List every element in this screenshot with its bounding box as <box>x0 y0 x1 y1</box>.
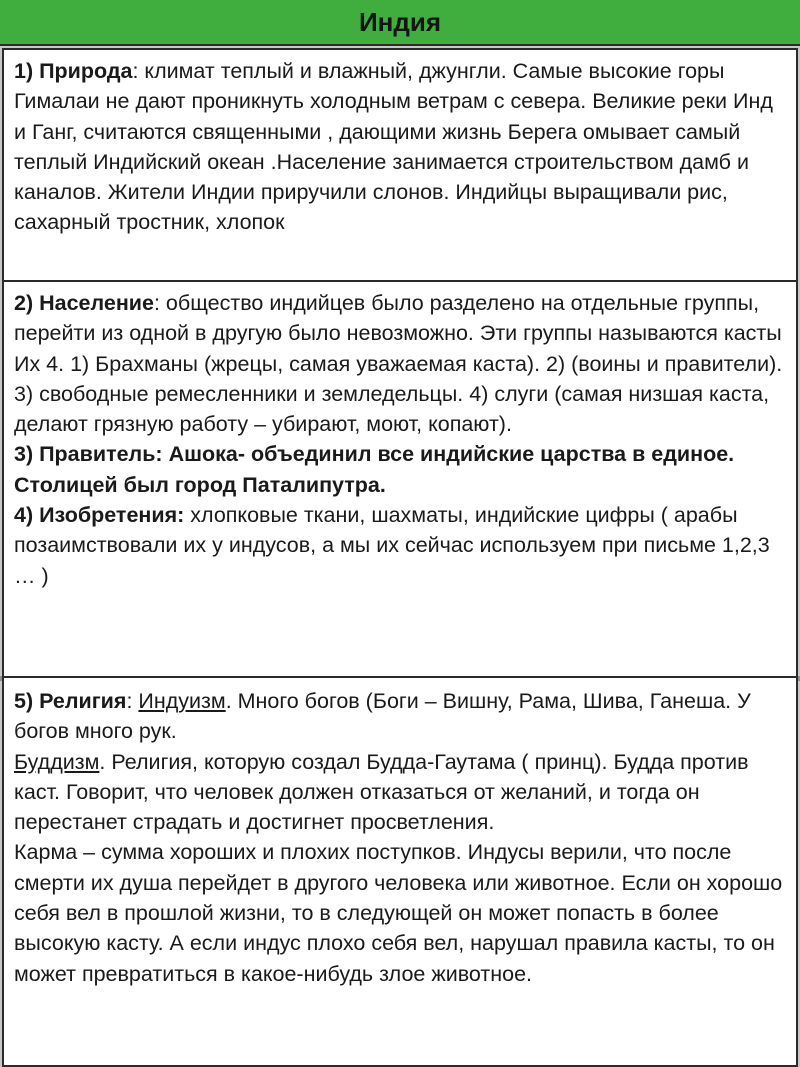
nature-paragraph <box>14 56 788 238</box>
population-paragraph <box>14 288 788 439</box>
population-label: 2) Население <box>14 291 154 315</box>
ruler-line <box>14 439 788 469</box>
buddhism-text: . Религия, которую создал Будда-Гаутама ( принц). Будда против каст. Говорит, что человек должен отказаться от желаний, и тогда он перестанет страдать и достигнет просветления. <box>14 749 749 835</box>
hinduism-text: . Много богов (Боги – Вишну, Рама, Шива, Ганеша. У богов много рук. <box>14 689 751 744</box>
population-text: : общество индийцев было разделено на отдельные группы, перейти из одной в другую было невозможно. Эти группы называются касты Их 4. 1) Брахманы (жрецы, самая уважаемая каста). 2) (воины и правители). 3) свободные ремесленники и земледельцы. 4) слуги (самая низшая каста, делают грязную работу – убирают, моют, копают). <box>14 291 783 437</box>
religion-section <box>2 676 798 1067</box>
hinduism-term: Индуизм <box>138 689 226 713</box>
capital-text: Столицей был город Паталипутра. <box>14 472 386 497</box>
population-section <box>2 280 798 680</box>
nature-text: : климат теплый и влажный, джунгли. Самые высокие горы Гималаи не дают проникнуть холодным ветрам с севера. Великие реки Инд и Ганг, считаются священными , дающими жизнь Берега омывает самый теплый Индийский океан .Население занимается строительством дамб и каналов. Жители Индии приручили слонов. Индийцы выращивали рис, сахарный тростник, хлопок <box>14 59 773 235</box>
inventions-text: хлопковые ткани, шахматы, индийские цифры ( арабы позаимствовали их у индусов, а мы их сейчас используем при письме 1,2,3 … ) <box>14 503 770 588</box>
nature-section <box>2 48 798 282</box>
ruler-text: 3) Правитель: Ашока- объединил все индийские царства в единое. <box>14 442 735 467</box>
religion-paragraph <box>14 686 788 747</box>
page-header <box>0 0 800 46</box>
buddhism-term: Буддизм <box>14 749 100 774</box>
inventions-paragraph <box>14 500 788 591</box>
nature-label: 1) Природа <box>14 59 133 83</box>
karma-paragraph: Карма – сумма хороших и плохих поступков. Индусы верили, что после смерти их душа перейдет в другого человека или животное. Если он хорошо себя вел в прошлой жизни, то в следующей он может попасть в более высокую касту. А если индус плохо себя вел, нарушал правила касты, то он может превратиться в какое-нибудь злое животное. <box>14 840 783 986</box>
capital-line <box>14 470 788 500</box>
inventions-label: 4) Изобретения: <box>14 503 185 528</box>
buddhism-paragraph <box>14 747 788 838</box>
religion-sep: : <box>126 689 139 713</box>
religion-label: 5) Религия <box>14 689 127 713</box>
page-title: Индия <box>358 6 442 37</box>
